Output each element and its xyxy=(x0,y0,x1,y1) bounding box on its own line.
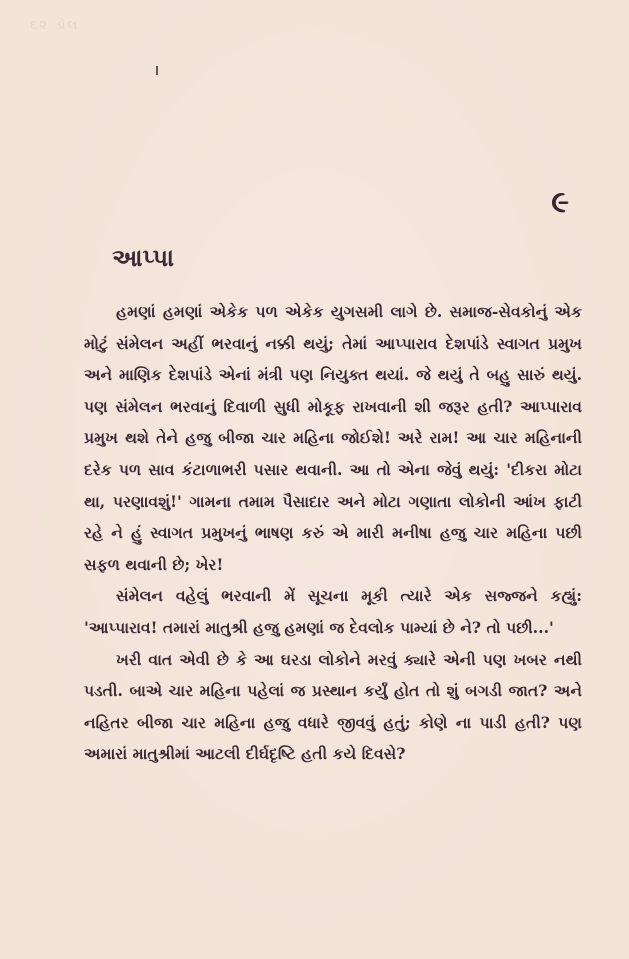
chapter-number: ૯ xyxy=(551,185,569,220)
chapter-title: આપ્પા xyxy=(112,243,174,272)
paragraph-1: હમણાં હમણાં એકેક પળ એકેક યુગસમી લાગે છે. સમાજ-સેવકોનું એક મોટું સંમેલન અહીં ભરવાનું નક્કી થયું; તેમાં આપ્પારાવ દેશપાંડે સ્વાગત પ્રમુખ અને માણિક દેશપાંડે એનાં મંત્રી પણ નિયુક્ત થયાં. જે થયું તે બહુ સારું થયું. પણ સંમેલન ભરવાનું દિવાળી સુધી મોકૂફ રાખવાની શી જરૂર હતી? આપ્પારાવ પ્રમુખ થશે તેને હજુ બીજા ચાર મહિના જોઈશે! અરે રામ! આ ચાર મહિનાની દરેક પળ સાવ કંટાળાભરી પસાર થવાની. આ તો એના જેવું થયું: 'દીકરા મોટા થા, પરણાવશું!' ગામના તમામ પૈસાદાર અને મોટા ગણાતા લોકોની આંખ ફાટી રહે ને હું સ્વાગત પ્રમુખનું ભાષણ કરું એ મારી મનીષા હજુ ચાર મહિના પછી સફળ થવાની છે; ખેર! xyxy=(84,302,582,574)
faded-running-header: ૬૨ ડોલ xyxy=(30,18,80,32)
paragraph-3: ખરી વાત એવી છે કે આ ઘરડા લોકોને મરવું ક્યારે એની પણ ખબર નથી પડતી. બાએ ચાર મહિના પહેલાં જ પ્રસ્થાન કર્યું હોત તો શું બગડી જાત? અને નહિતર બીજા ચાર મહિના હજુ વધારે જીવવું હતું; કોણે ના પાડી હતી? પણ અમારાં માતુશ્રીમાં આટલી દીર્ઘદૃષ્ટિ હતી કયે દિવસે? xyxy=(84,649,582,764)
paragraph-2: સંમેલન વહેલું ભરવાની મેં સૂચના મૂકી ત્યારે એક સજ્જને કહ્યું: 'આપ્પારાવ! તમારાં માતુશ્રી હજુ હમણાં જ દેવલોક પામ્યાં છે ને? તો પછી...' xyxy=(84,586,582,637)
chapter-body xyxy=(84,296,582,770)
ink-mark xyxy=(156,66,158,75)
